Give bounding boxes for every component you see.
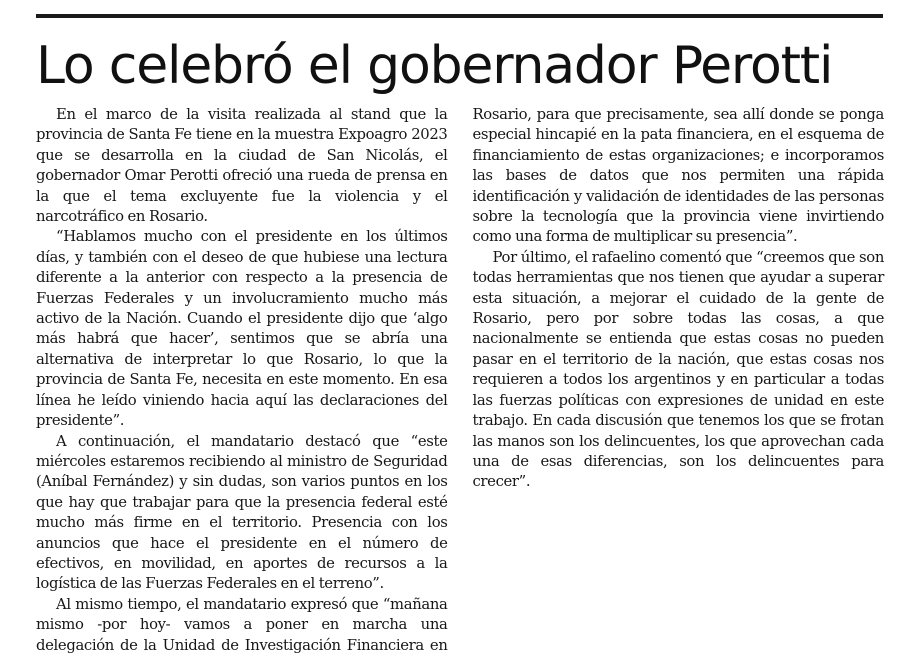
- paragraph-5: Por último, el rafaelino comentó que “creemos que son todas herramientas que nos tienen que ayudar a superar esta situación, a mejorar el cuidado de la gente de Rosario, pero por sobre todas las cosas, a que nacionalmente se entienda que estas cosas no pueden pasar en el territorio de la nación, que estas cosas nos requieren a todos los argentinos y en particular a todas las fuerzas políticas con expresiones de unidad en este trabajo. En cada discusión que tenemos los que se frotan las manos son los delincuentes, los que aprovechan cada una de esas diferencias, son los delincuentes para crecer”.: [472, 248, 884, 491]
- headline: Lo celebró el gobernador Perotti: [36, 36, 833, 96]
- article-body: [36, 105, 884, 657]
- paragraph-2: “Hablamos mucho con el presidente en los últimos días, y también con el deseo de que hubiese una lectura diferente a la anterior con respecto a la presencia de Fuerzas Federales y un involucramiento mucho más activo de la Nación. Cuando el presidente dijo que ‘algo más habrá que hacer’, sentimos que se abría una alternativa de interpretar lo que Rosario, lo que la provincia de Santa Fe, necesita en este momento. En esa línea he leído viniendo hacia aquí las declaraciones del presidente”.: [36, 228, 448, 430]
- paragraph-4: Al mismo tiempo, el mandatario expresó que “mañana mismo -por hoy- vamos a poner en marcha una delegación de la Unidad de Investigación Financiera en Rosario, para que precisamente, sea allí donde se ponga especial hincapié en la pata financiera, en el esquema de financiamiento de estas organizaciones; e incorporamos las bases de datos que nos permiten una rápida identificación y validación de identidades de las personas sobre la tecnología que la provincia viene invirtiendo como una forma de multiplicar su presencia”.: [36, 106, 884, 654]
- top-rule: [36, 14, 883, 18]
- paragraph-3: A continuación, el mandatario destacó que “este miércoles estaremos recibiendo al ministro de Seguridad (Aníbal Fernández) y sin dudas, son varios puntos en los que hay que trabajar para que la presencia federal esté mucho más firme en el territorio. Presencia con los anuncios que hace el presidente en el número de efectivos, en movilidad, en aportes de recursos a la logística de las Fuerzas Federales en el terreno”.: [36, 432, 448, 593]
- paragraph-1: En el marco de la visita realizada al stand que la provincia de Santa Fe tiene en la muestra Expoagro 2023 que se desarrolla en la ciudad de San Nicolás, el gobernador Omar Perotti ofreció una rueda de prensa en la que el tema excluyente fue la violencia y el narcotráfico en Rosario.: [36, 106, 448, 226]
